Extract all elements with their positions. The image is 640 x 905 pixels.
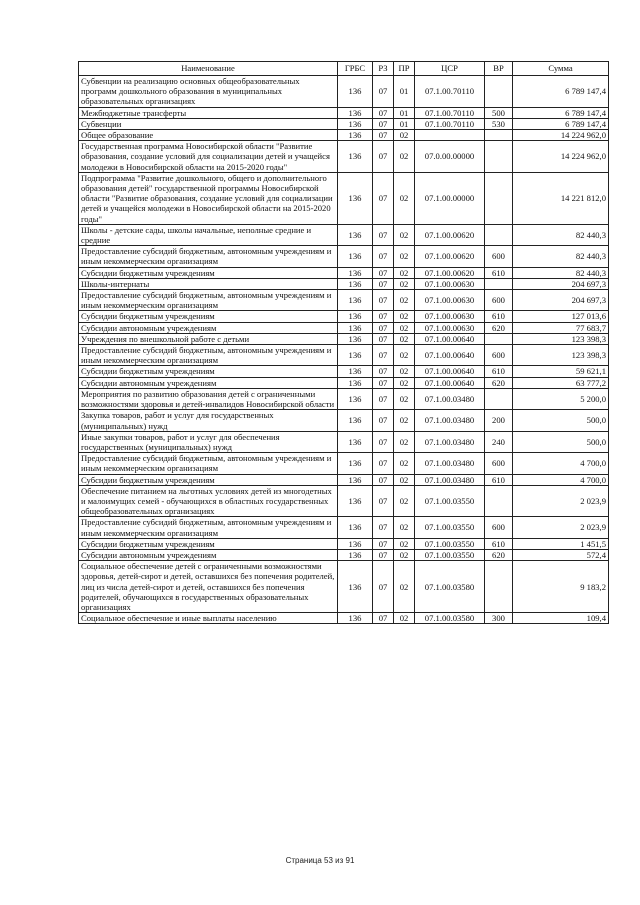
page-number: Страница 53 из 91 xyxy=(285,856,355,865)
cell-sum: 4 700,0 xyxy=(513,474,609,485)
cell-csr: 07.1.00.03550 xyxy=(415,549,485,560)
cell-pr: 02 xyxy=(394,538,415,549)
cell-pr: 02 xyxy=(394,278,415,289)
cell-sum: 572,4 xyxy=(513,549,609,560)
cell-name: Подпрограмма "Развитие дошкольного, общего и дополнительного образования детей" государственной программы Новосибирской области "Развитие образования, создание условий для социализации детей и учащейся молодежи в Новосибирской области на 2015-2020 годы" xyxy=(79,172,338,224)
cell-csr: 07.1.00.00630 xyxy=(415,278,485,289)
cell-grbs: 136 xyxy=(338,561,373,613)
cell-sum: 77 683,7 xyxy=(513,322,609,333)
cell-rz: 07 xyxy=(373,290,394,311)
cell-rz: 07 xyxy=(373,333,394,344)
table-row xyxy=(79,224,609,245)
cell-pr: 01 xyxy=(394,107,415,118)
cell-rz: 07 xyxy=(373,549,394,560)
cell-name: Закупка товаров, работ и услуг для государственных (муниципальных) нужд xyxy=(79,410,338,431)
cell-name: Субсидии автономным учреждениям xyxy=(79,322,338,333)
cell-rz: 07 xyxy=(373,388,394,409)
cell-grbs: 136 xyxy=(338,322,373,333)
cell-sum: 6 789 147,4 xyxy=(513,118,609,129)
cell-pr: 02 xyxy=(394,485,415,517)
cell-vr: 600 xyxy=(485,453,513,474)
cell-csr: 07.1.00.00620 xyxy=(415,246,485,267)
cell-name: Общее образование xyxy=(79,130,338,141)
cell-pr: 02 xyxy=(394,517,415,538)
cell-csr: 07.1.00.03480 xyxy=(415,453,485,474)
cell-rz: 07 xyxy=(373,517,394,538)
cell-sum: 82 440,3 xyxy=(513,267,609,278)
cell-rz: 07 xyxy=(373,410,394,431)
cell-rz: 07 xyxy=(373,246,394,267)
cell-sum: 127 013,6 xyxy=(513,311,609,322)
cell-grbs: 136 xyxy=(338,76,373,108)
cell-grbs: 136 xyxy=(338,267,373,278)
cell-name: Предоставление субсидий бюджетным, автономным учреждениям и иным некоммерческим организациям xyxy=(79,290,338,311)
cell-name: Мероприятия по развитию образования детей с ограниченными возможностями здоровья и детей-инвалидов Новосибирской области xyxy=(79,388,338,409)
cell-pr: 02 xyxy=(394,224,415,245)
cell-pr: 02 xyxy=(394,453,415,474)
cell-vr: 500 xyxy=(485,107,513,118)
cell-csr: 07.1.00.03580 xyxy=(415,613,485,624)
cell-csr: 07.1.00.00640 xyxy=(415,333,485,344)
cell-grbs: 136 xyxy=(338,388,373,409)
cell-pr: 02 xyxy=(394,431,415,452)
cell-pr: 02 xyxy=(394,366,415,377)
cell-rz: 07 xyxy=(373,538,394,549)
cell-pr: 01 xyxy=(394,76,415,108)
cell-name: Субсидии автономным учреждениям xyxy=(79,549,338,560)
table-row xyxy=(79,549,609,560)
cell-pr: 02 xyxy=(394,613,415,624)
cell-rz: 07 xyxy=(373,267,394,278)
cell-name: Субсидии бюджетным учреждениям xyxy=(79,538,338,549)
cell-grbs: 136 xyxy=(338,278,373,289)
cell-name: Субсидии бюджетным учреждениям xyxy=(79,366,338,377)
table-row xyxy=(79,538,609,549)
cell-sum: 109,4 xyxy=(513,613,609,624)
cell-sum: 4 700,0 xyxy=(513,453,609,474)
cell-vr: 600 xyxy=(485,345,513,366)
cell-csr: 07.1.00.03550 xyxy=(415,517,485,538)
table-header-row xyxy=(79,62,609,76)
cell-name: Предоставление субсидий бюджетным, автономным учреждениям и иным некоммерческим организациям xyxy=(79,246,338,267)
table-row xyxy=(79,290,609,311)
cell-sum: 123 398,3 xyxy=(513,333,609,344)
cell-rz: 07 xyxy=(373,130,394,141)
cell-pr: 02 xyxy=(394,141,415,173)
cell-rz: 07 xyxy=(373,561,394,613)
cell-pr: 02 xyxy=(394,267,415,278)
table-row xyxy=(79,246,609,267)
table-row xyxy=(79,613,609,624)
cell-csr: 07.1.00.00630 xyxy=(415,322,485,333)
cell-sum: 123 398,3 xyxy=(513,345,609,366)
cell-rz: 07 xyxy=(373,613,394,624)
cell-grbs: 136 xyxy=(338,130,373,141)
cell-vr: 610 xyxy=(485,538,513,549)
cell-pr: 02 xyxy=(394,130,415,141)
header-vr: ВР xyxy=(485,62,513,76)
cell-sum: 14 224 962,0 xyxy=(513,130,609,141)
cell-pr: 02 xyxy=(394,561,415,613)
cell-grbs: 136 xyxy=(338,224,373,245)
cell-csr: 07.1.00.00630 xyxy=(415,311,485,322)
cell-grbs: 136 xyxy=(338,613,373,624)
table-row xyxy=(79,333,609,344)
cell-csr: 07.1.00.00620 xyxy=(415,267,485,278)
cell-rz: 07 xyxy=(373,431,394,452)
cell-vr: 610 xyxy=(485,366,513,377)
cell-pr: 02 xyxy=(394,345,415,366)
cell-sum: 14 224 962,0 xyxy=(513,141,609,173)
cell-pr: 02 xyxy=(394,322,415,333)
cell-csr: 07.1.00.03480 xyxy=(415,474,485,485)
cell-grbs: 136 xyxy=(338,311,373,322)
cell-vr xyxy=(485,333,513,344)
cell-rz: 07 xyxy=(373,453,394,474)
cell-rz: 07 xyxy=(373,224,394,245)
cell-pr: 02 xyxy=(394,246,415,267)
cell-name: Обеспечение питанием на льготных условиях детей из многодетных и малоимущих семей - обучающихся в областных государственных общеобразовательных организациях xyxy=(79,485,338,517)
table-row xyxy=(79,377,609,388)
cell-vr: 620 xyxy=(485,322,513,333)
cell-name: Субсидии бюджетным учреждениям xyxy=(79,311,338,322)
budget-table xyxy=(78,61,609,624)
cell-sum: 14 221 812,0 xyxy=(513,172,609,224)
cell-grbs: 136 xyxy=(338,377,373,388)
cell-pr: 02 xyxy=(394,410,415,431)
cell-csr: 07.1.00.00000 xyxy=(415,172,485,224)
cell-csr: 07.1.00.00640 xyxy=(415,377,485,388)
cell-grbs: 136 xyxy=(338,345,373,366)
cell-csr: 07.1.00.03480 xyxy=(415,431,485,452)
table-row xyxy=(79,172,609,224)
table-row xyxy=(79,366,609,377)
cell-name: Субсидии бюджетным учреждениям xyxy=(79,474,338,485)
table-row xyxy=(79,107,609,118)
cell-sum: 500,0 xyxy=(513,431,609,452)
table-row xyxy=(79,118,609,129)
cell-vr xyxy=(485,172,513,224)
table-row xyxy=(79,388,609,409)
cell-rz: 07 xyxy=(373,322,394,333)
cell-grbs: 136 xyxy=(338,517,373,538)
cell-rz: 07 xyxy=(373,366,394,377)
table-row xyxy=(79,322,609,333)
table-row xyxy=(79,561,609,613)
cell-grbs: 136 xyxy=(338,141,373,173)
cell-vr xyxy=(485,485,513,517)
cell-vr xyxy=(485,278,513,289)
cell-name: Субсидии бюджетным учреждениям xyxy=(79,267,338,278)
cell-sum: 5 200,0 xyxy=(513,388,609,409)
cell-vr xyxy=(485,388,513,409)
cell-sum: 204 697,3 xyxy=(513,290,609,311)
cell-pr: 02 xyxy=(394,333,415,344)
cell-pr: 02 xyxy=(394,388,415,409)
table-row xyxy=(79,311,609,322)
cell-csr: 07.1.00.00640 xyxy=(415,366,485,377)
cell-sum: 82 440,3 xyxy=(513,224,609,245)
cell-vr xyxy=(485,561,513,613)
cell-pr: 02 xyxy=(394,474,415,485)
cell-vr: 610 xyxy=(485,267,513,278)
cell-rz: 07 xyxy=(373,141,394,173)
cell-vr: 600 xyxy=(485,517,513,538)
cell-name: Предоставление субсидий бюджетным, автономным учреждениям и иным некоммерческим организациям xyxy=(79,453,338,474)
cell-csr: 07.1.00.03550 xyxy=(415,538,485,549)
cell-grbs: 136 xyxy=(338,246,373,267)
cell-vr: 600 xyxy=(485,290,513,311)
cell-grbs: 136 xyxy=(338,485,373,517)
table-row xyxy=(79,267,609,278)
cell-sum: 2 023,9 xyxy=(513,517,609,538)
cell-sum: 63 777,2 xyxy=(513,377,609,388)
cell-grbs: 136 xyxy=(338,431,373,452)
cell-name: Государственная программа Новосибирской области "Развитие образования, создание условий для социализации детей и учащейся молодежи в Новосибирской области на 2015-2020 годы" xyxy=(79,141,338,173)
cell-grbs: 136 xyxy=(338,538,373,549)
cell-grbs: 136 xyxy=(338,453,373,474)
cell-name: Школы-интернаты xyxy=(79,278,338,289)
cell-name: Учреждения по внешкольной работе с детьми xyxy=(79,333,338,344)
cell-rz: 07 xyxy=(373,118,394,129)
cell-name: Субвенции на реализацию основных общеобразовательных программ дошкольного образования в муниципальных образовательных организациях xyxy=(79,76,338,108)
cell-grbs: 136 xyxy=(338,290,373,311)
header-grbs: ГРБС xyxy=(338,62,373,76)
cell-sum: 59 621,1 xyxy=(513,366,609,377)
cell-vr: 620 xyxy=(485,549,513,560)
cell-csr: 07.1.00.00630 xyxy=(415,290,485,311)
cell-grbs: 136 xyxy=(338,366,373,377)
table-row xyxy=(79,485,609,517)
cell-csr: 07.0.00.00000 xyxy=(415,141,485,173)
cell-csr: 07.1.00.03480 xyxy=(415,388,485,409)
cell-rz: 07 xyxy=(373,485,394,517)
cell-vr xyxy=(485,224,513,245)
cell-vr: 300 xyxy=(485,613,513,624)
header-pr: ПР xyxy=(394,62,415,76)
cell-vr xyxy=(485,141,513,173)
cell-grbs: 136 xyxy=(338,410,373,431)
cell-csr: 07.1.00.70110 xyxy=(415,76,485,108)
cell-sum: 6 789 147,4 xyxy=(513,76,609,108)
cell-name: Социальное обеспечение детей с ограниченными возможностями здоровья, детей-сирот и детей, оставшихся без попечения родителей, лиц из числа детей-сирот и детей, оставшихся без попечения родителей, обучающихся в государственных образовательных организациях xyxy=(79,561,338,613)
cell-vr: 610 xyxy=(485,474,513,485)
cell-csr xyxy=(415,130,485,141)
table-row xyxy=(79,278,609,289)
cell-name: Предоставление субсидий бюджетным, автономным учреждениям и иным некоммерческим организациям xyxy=(79,517,338,538)
cell-sum: 1 451,5 xyxy=(513,538,609,549)
header-name: Наименование xyxy=(79,62,338,76)
cell-csr: 07.1.00.03480 xyxy=(415,410,485,431)
header-rz: РЗ xyxy=(373,62,394,76)
cell-sum: 2 023,9 xyxy=(513,485,609,517)
cell-rz: 07 xyxy=(373,377,394,388)
cell-grbs: 136 xyxy=(338,172,373,224)
cell-sum: 82 440,3 xyxy=(513,246,609,267)
table-row xyxy=(79,141,609,173)
cell-grbs: 136 xyxy=(338,107,373,118)
cell-name: Субсидии автономным учреждениям xyxy=(79,377,338,388)
cell-name: Субвенции xyxy=(79,118,338,129)
table-row xyxy=(79,474,609,485)
cell-grbs: 136 xyxy=(338,474,373,485)
cell-rz: 07 xyxy=(373,172,394,224)
cell-vr: 240 xyxy=(485,431,513,452)
header-sum: Сумма xyxy=(513,62,609,76)
cell-sum: 500,0 xyxy=(513,410,609,431)
table-row xyxy=(79,453,609,474)
header-csr: ЦСР xyxy=(415,62,485,76)
cell-pr: 02 xyxy=(394,549,415,560)
cell-rz: 07 xyxy=(373,107,394,118)
cell-pr: 02 xyxy=(394,290,415,311)
table-row xyxy=(79,410,609,431)
cell-name: Предоставление субсидий бюджетным, автономным учреждениям и иным некоммерческим организациям xyxy=(79,345,338,366)
cell-csr: 07.1.00.00640 xyxy=(415,345,485,366)
cell-pr: 01 xyxy=(394,118,415,129)
cell-csr: 07.1.00.70110 xyxy=(415,118,485,129)
cell-vr: 530 xyxy=(485,118,513,129)
table-row xyxy=(79,431,609,452)
cell-csr: 07.1.00.03550 xyxy=(415,485,485,517)
cell-rz: 07 xyxy=(373,76,394,108)
cell-pr: 02 xyxy=(394,311,415,322)
table-row xyxy=(79,517,609,538)
cell-csr: 07.1.00.03580 xyxy=(415,561,485,613)
cell-sum: 204 697,3 xyxy=(513,278,609,289)
cell-vr: 620 xyxy=(485,377,513,388)
cell-name: Школы - детские сады, школы начальные, неполные средние и средние xyxy=(79,224,338,245)
cell-sum: 6 789 147,4 xyxy=(513,107,609,118)
table-row xyxy=(79,76,609,108)
cell-rz: 07 xyxy=(373,278,394,289)
cell-grbs: 136 xyxy=(338,118,373,129)
cell-rz: 07 xyxy=(373,474,394,485)
table-row xyxy=(79,345,609,366)
cell-vr: 200 xyxy=(485,410,513,431)
cell-csr: 07.1.00.00620 xyxy=(415,224,485,245)
cell-name: Межбюджетные трансферты xyxy=(79,107,338,118)
cell-vr xyxy=(485,130,513,141)
cell-rz: 07 xyxy=(373,311,394,322)
cell-pr: 02 xyxy=(394,172,415,224)
cell-csr: 07.1.00.70110 xyxy=(415,107,485,118)
cell-pr: 02 xyxy=(394,377,415,388)
cell-grbs: 136 xyxy=(338,333,373,344)
cell-sum: 9 183,2 xyxy=(513,561,609,613)
table-row xyxy=(79,130,609,141)
cell-grbs: 136 xyxy=(338,549,373,560)
cell-name: Социальное обеспечение и иные выплаты населению xyxy=(79,613,338,624)
cell-name: Иные закупки товаров, работ и услуг для обеспечения государственных (муниципальных) нужд xyxy=(79,431,338,452)
cell-rz: 07 xyxy=(373,345,394,366)
cell-vr: 600 xyxy=(485,246,513,267)
cell-vr: 610 xyxy=(485,311,513,322)
cell-vr xyxy=(485,76,513,108)
